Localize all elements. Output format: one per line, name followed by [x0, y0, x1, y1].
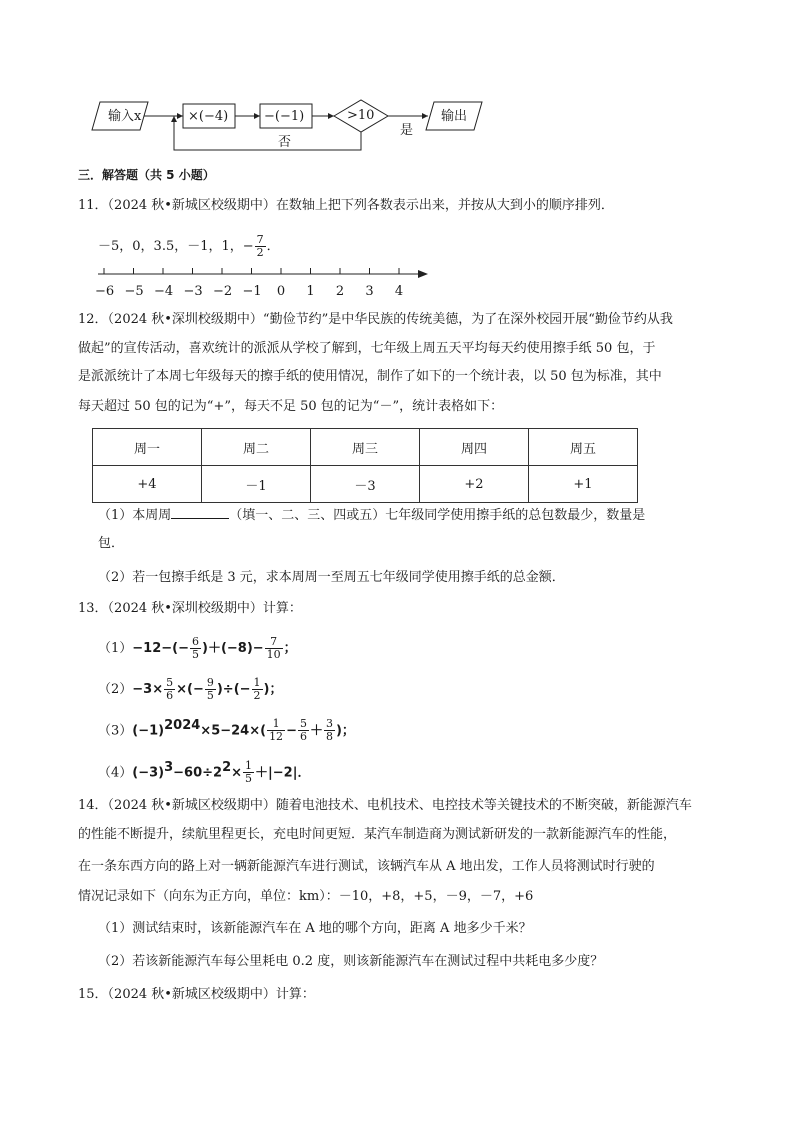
q13-part4: $(4)(-3)^3-60\div 2^2\times$ $\frac{1}{5}$ ＋|−2|． — [98, 759, 311, 786]
table-cell: －1 — [202, 466, 311, 503]
table-header-cell: 周五 — [529, 429, 638, 466]
q15-stem: 15．（2024 秋•新城区校级期中）计算： — [78, 987, 315, 1002]
table-header-cell: 周二 — [202, 429, 311, 466]
q14-sub1: （1）测试结束时，该新能源汽车在 A 地的哪个方向，距离 A 地多少千米？ — [98, 921, 532, 936]
q14-line-4: 情况记录如下（向东为正方向，单位：km）：－10，+8，+5，－9，－7，+6 — [78, 889, 534, 904]
number-line-ticks — [104, 268, 399, 274]
table-cell: －3 — [311, 466, 420, 503]
table-cell: +2 — [420, 466, 529, 503]
usage-table — [92, 428, 638, 503]
number-line-tick-label: −6 — [95, 284, 115, 299]
q12-line-4: 每天超过 50 包的记为“+”，每天不足 50 包的记为“－”，统计表格如下： — [78, 399, 504, 414]
q12-sub1: （1）本周周 （填一、二、三、四或五）七年级同学使用擦手纸的总包数最少，数量是 — [98, 508, 646, 523]
q12-sub2: （2）若一包擦手纸是 3 元，求本周周一至周五七年级同学使用擦手纸的总金额． — [98, 570, 565, 585]
q14-line-1: 14．（2024 秋•新城区校级期中）随着电池技术、电机技术、电控技术等关键技术的不断突破，新能源汽车 — [78, 798, 692, 813]
number-line-tick-label: 3 — [365, 284, 374, 299]
fraction: $\frac{6}{5}$ — [192, 635, 199, 661]
number-line-arrow — [418, 270, 428, 278]
number-line-tick-label: 1 — [306, 284, 315, 299]
q11-number-list: －5，0，3.5，－1，1，− — [98, 239, 254, 254]
table-header-row — [93, 429, 638, 466]
table-row — [93, 466, 638, 503]
number-line-tick-label: 2 — [335, 284, 345, 299]
q13-part1: （1）−12−(− $\frac{6}{5}$ )＋(−8)− $\frac{7}{10}$ ； — [98, 635, 297, 661]
fraction: $\frac{5}{6}$ — [299, 717, 307, 744]
q12-line-1: 12．（2024 秋•深圳校级期中）“勤俭节约”是中华民族的传统美德，为了在深外校园开展“勤俭节约从我 — [78, 312, 673, 327]
q12-sub1-cont: 包． — [98, 536, 125, 551]
flow-output: 输出 — [441, 109, 468, 124]
number-line-tick-label: −2 — [213, 284, 233, 299]
flow-condition: >10 — [347, 108, 375, 123]
q14-sub2: （2）若该新能源汽车每公里耗电 0.2 度，则该新能源汽车在测试过程中共耗电多少度？ — [98, 954, 604, 969]
fraction: $\frac{1}{12}$ — [269, 717, 284, 744]
table-header-cell: 周三 — [311, 429, 420, 466]
q13-stem: 13．（2024 秋•深圳校级期中）计算： — [78, 601, 302, 616]
flow-yes: 是 — [400, 123, 414, 138]
q11-numbers: －5，0，3.5，－1，1，− $\frac{7}{2}$ ． — [98, 233, 280, 259]
flow-no: 否 — [278, 135, 292, 150]
q13-part3: $(3)(-1)^{2024}\times 5-24\times$( $\frac{1}{12}$ − $\frac{5}{6}$ ＋ $\frac{3}{8}$ )； — [98, 717, 355, 744]
table-cell: +4 — [93, 466, 202, 503]
flow-step-subtract: −(−1) — [264, 109, 305, 124]
number-line — [94, 266, 434, 286]
number-line-tick-label: −4 — [154, 284, 174, 299]
fraction: $\frac{3}{8}$ — [325, 717, 333, 744]
fraction: $\frac{1}{5}$ — [245, 759, 253, 786]
fraction: $\frac{7}{2}$ — [256, 233, 264, 259]
table-cell: +1 — [529, 466, 638, 503]
fraction: $\frac{1}{2}$ — [253, 676, 261, 702]
fraction: $\frac{7}{10}$ — [266, 635, 281, 661]
q14-line-3: 在一条东西方向的路上对一辆新能源汽车进行测试，该辆汽车从 A 地出发，工作人员将测试时行驶的 — [78, 859, 655, 874]
q13-part2: （2）−3× $\frac{5}{6}$ ×(− $\frac{9}{5}$ )÷(− $\frac{1}{2}$ )； — [98, 676, 283, 702]
answer-blank[interactable] — [171, 506, 229, 519]
q12-line-3: 是派派统计了本周七年级每天的擦手纸的使用情况，制作了如下的一个统计表，以 50 包为标准，其中 — [78, 369, 662, 384]
fraction: $\frac{5}{6}$ — [166, 676, 174, 702]
number-line-tick-label: 4 — [394, 284, 404, 299]
number-line-tick-label: −5 — [124, 284, 144, 299]
q11-stem: 11．（2024 秋•新城区校级期中）在数轴上把下列各数表示出来，并按从大到小的顺序排列． — [78, 198, 614, 213]
number-line-tick-label: 0 — [276, 284, 286, 299]
flow-input: 输入x — [108, 109, 142, 124]
q14-line-2: 的性能不断提升，续航里程更长，充电时间更短．某汽车制造商为测试新研发的一款新能源汽车的性能， — [78, 827, 677, 842]
flow-step-multiply: ×(−4) — [188, 109, 229, 124]
fraction: $\frac{9}{5}$ — [206, 676, 214, 702]
q12-line-2: 做起”的宣传活动，喜欢统计的派派从学校了解到，七年级上周五天平均每天约使用擦手纸 50 包，于 — [78, 341, 656, 356]
table-header-cell: 周四 — [420, 429, 529, 466]
flowchart-lines — [90, 96, 510, 156]
section-title: 三．解答题（共 5 小题） — [78, 168, 215, 182]
number-line-tick-label: −3 — [183, 284, 203, 299]
table-header-cell: 周一 — [93, 429, 202, 466]
number-line-tick-label: −1 — [242, 284, 262, 299]
